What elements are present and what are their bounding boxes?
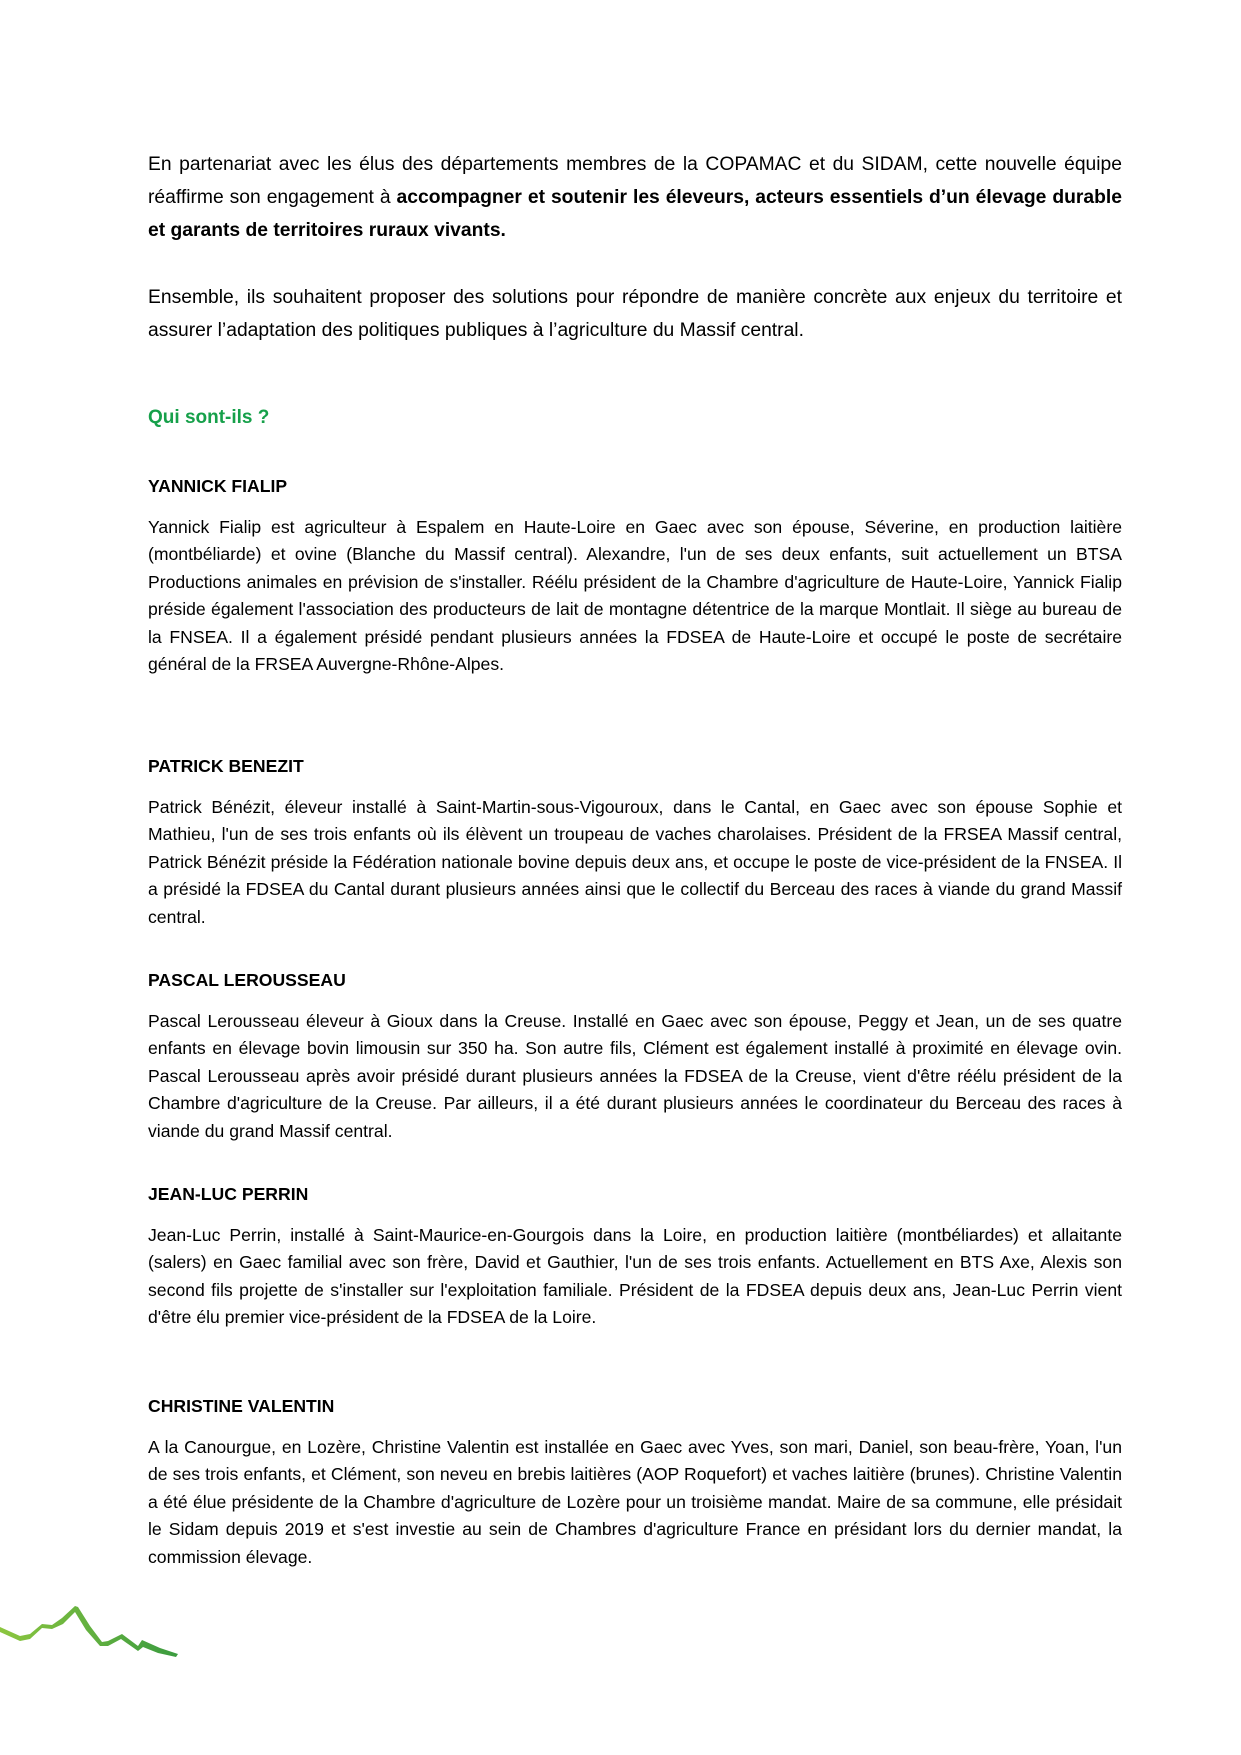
person-name: PASCAL LEROUSSEAU xyxy=(148,970,346,990)
person-bio: A la Canourgue, en Lozère, Christine Valentin est installée en Gaec avec Yves, son mari, Daniel, son beau-frère, Yoan, l'un de ses trois enfants, et Clément, son neveu en brebis laitières (AOP Roquefort) et vaches laitière (brunes). Christine Valentin a été élue présidente de la Chambre d'agriculture de Lozère pour un troisième mandat. Maire de sa commune, elle présidait le Sidam depuis 2019 et s'est investie au sein de Chambres d'agriculture France en présidant lors du dernier mandat, la commission élevage. xyxy=(148,1437,1122,1567)
person-name: PATRICK BENEZIT xyxy=(148,756,304,776)
intro-paragraph-1 xyxy=(148,148,1122,247)
person-bio: Patrick Bénézit, éleveur installé à Saint-Martin-sous-Vigouroux, dans le Cantal, en Gaec avec son épouse Sophie et Mathieu, l'un de ses trois enfants où ils élèvent un troupeau de vaches charolaises. Président de la FRSEA Massif central, Patrick Bénézit préside la Fédération nationale bovine depuis deux ans, et occupe le poste de vice-président de la FNSEA. Il a présidé la FDSEA du Cantal durant plusieurs années ainsi que le collectif du Berceau des races à viande du grand Massif central. xyxy=(148,797,1122,927)
mountain-ridge-icon xyxy=(0,1596,185,1666)
person-name: JEAN-LUC PERRIN xyxy=(148,1184,309,1204)
person-name: CHRISTINE VALENTIN xyxy=(148,1396,335,1416)
intro-paragraph-2: Ensemble, ils souhaitent proposer des solutions pour répondre de manière concrète aux enjeux du territoire et assurer l’adaptation des politiques publiques à l’agriculture du Massif central. xyxy=(148,287,1122,341)
person-bio: Yannick Fialip est agriculteur à Espalem en Haute-Loire en Gaec avec son épouse, Séverine, en production laitière (montbéliarde) et ovine (Blanche du Massif central). Alexandre, l'un de ses deux enfants, suit actuellement un BTSA Productions animales en prévision de s'installer. Réélu président de la Chambre d'agriculture de Haute-Loire, Yannick Fialip préside également l'association des producteurs de lait de montagne détentrice de la marque Montlait. Il siège au bureau de la FNSEA. Il a également présidé pendant plusieurs années la FDSEA de Haute-Loire et occupé le poste de secrétaire général de la FRSEA Auvergne-Rhône-Alpes. xyxy=(148,517,1122,675)
person-name: YANNICK FIALIP xyxy=(148,476,288,496)
person-bio: Pascal Lerousseau éleveur à Gioux dans la Creuse. Installé en Gaec avec son épouse, Peggy et Jean, un de ses quatre enfants en élevage bovin limousin sur 350 ha. Son autre fils, Clément est également installé à proximité en élevage ovin. Pascal Lerousseau après avoir présidé durant plusieurs années la FDSEA de la Creuse, vient d'être réélu président de la Chambre d'agriculture de la Creuse. Par ailleurs, il a été durant plusieurs années le coordinateur du Berceau des races à viande du grand Massif central. xyxy=(148,1011,1122,1141)
mountain-ridge-shape xyxy=(0,1606,178,1657)
section-title: Qui sont-ils ? xyxy=(148,407,270,428)
intro-paragraph-1-text: En partenariat avec les élus des départements membres de la COPAMAC et du SIDAM, cette nouvelle équipe réaffirme son engagement à xyxy=(148,154,1122,208)
person-bio: Jean-Luc Perrin, installé à Saint-Maurice-en-Gourgois dans la Loire, en production laitière (montbéliardes) et allaitante (salers) en Gaec familial avec son frère, David et Gauthier, l'un de ses trois enfants. Actuellement en BTS Axe, Alexis son second fils projette de s'installer sur l'exploitation familiale. Président de la FDSEA depuis deux ans, Jean-Luc Perrin vient d'être élu premier vice-président de la FDSEA de la Loire. xyxy=(148,1225,1122,1328)
intro-paragraph-1-bold: accompagner et soutenir les éleveurs, acteurs essentiels d’un élevage durable et garants de territoires ruraux vivants. xyxy=(148,187,1122,241)
